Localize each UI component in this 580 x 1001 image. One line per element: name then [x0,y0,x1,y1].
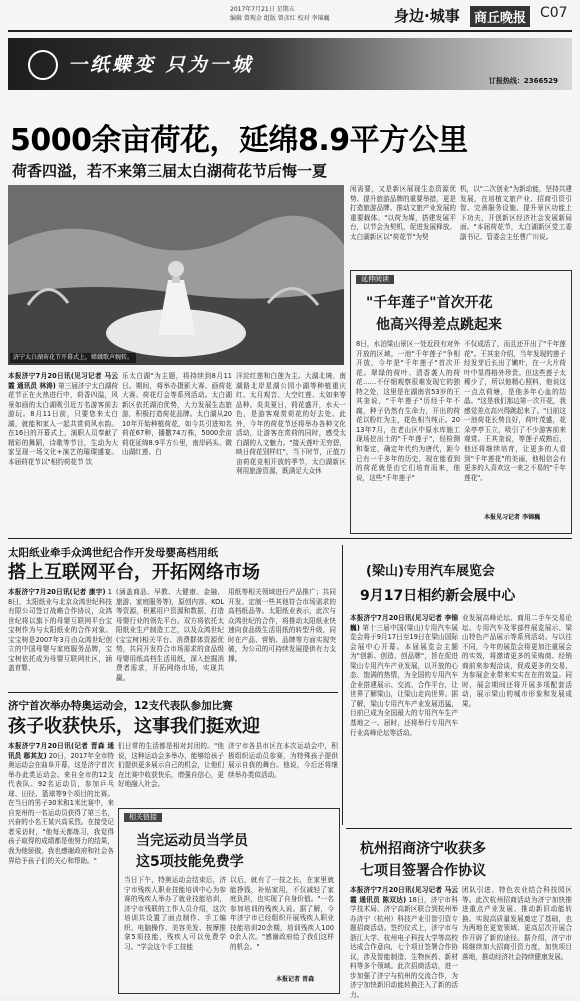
editors-line: 编辑 曾现金 组版 曾彦红 校对 李锦巍 [230,15,330,22]
side-title-2: 他高兴得差点跳起来 [376,317,502,333]
story2-col1-text: 18日，太阳纸业与北京众鸿世纪科技有限公司签订战略合作协议，众鸿世纪将以旗下的母婴互联网平台宝宝树作为与太阳纸业的合作对象。宝宝树是2007年3月由众鸿世纪创立的中国母婴与家庭服务品牌，宝宝树依托成为母婴互联网社区，涵盖育婴、 [8,588,112,673]
section-rule-1 [8,538,572,539]
lead-subhead: 荷香四溢，若不来第三届太白湖荷花节后悔一夏 [12,162,328,180]
story3-byline: 本报济宁7月20日讯(见习记者 李锦巍) [350,614,458,632]
story3-headline: 9月17日相约新会展中心 [360,588,516,604]
banner-emblem-icon [28,50,58,80]
story2-kicker: 太阳纸业牵手众鸿世纪合作开发母婴高档用纸 [8,547,218,559]
lead-column-3: 洋淀红莲和白莲为主。大湖北境、南湖路北岸星湖公园小湖等种植重庆红、太月观音、大空红莲、太如来等品种。炎炎夏日，荷花盛开，水天一色，是游客观赏荷花的好去处。此外，今年的荷花节还将举办各种文化活动，让游客在赏荷的同时，感受太白湖的人文魅力。"接天莲叶无穷碧，映日荷花别样红"，当下时节，正值万亩荷花竞相开放的季节，太白湖新区利用旅游资源，既满足大众休 [236,372,346,476]
story2-byline: 本报济宁7月20日讯(记者 康宇) [8,588,106,596]
story5-col1-text: 18日，济宁市科学技术局、济宁高新区联合到杭州举办济宁（杭州）科技产业引智引资专题招商活动。签约仪式上，济宁市与浙江大学、杭州电子科技大学等高校达成合作意向，七个项目签署合作协议，涉及智能制造、生物医药、新材料等多个领域。此次招商活动，进一步加强了济宁与杭州的交流合作，为济宁加快新旧动能转换注入了新的活力。 [350,895,458,1000]
lead-column-5: 机，以"二次创业"为新动能，坚持共建发展，在培植文旅产业、招商引资引智、完善服务设施、提升景区功能上下功夫，开创新区经济社会发展新局面。"本届荷花节，太白湖新区党工委副书记、管委会主任曹广川说。 [460,185,572,241]
paper-logo: 商丘晚报 [470,6,530,27]
side-column-2: 不仅成活了，而且还开出了"千年莲花"。王其奎介绍，当年发现的莲子经发芽后长出了嫩叶，在一大片荷叶中显得格外珍贵。但这些莲子太稀少了，所以他精心照料，他说这一点点荷塘，是他多年心血的结晶。"这是我们那边第一次开花，我感觉差点高兴得跳起来了。"目前这一池荷花长势良好，荷叶茂盛，花朵亭亭玉立，吸引了不少游客前来观赏。王其奎说，等莲子成熟后，他还将继续培育，让更多的人看到"千年莲花"的美丽，他相信会有更多的人喜欢这一来之不易的"千年莲花"。 [464,340,566,482]
page-number: C07 [540,5,568,21]
story3-kicker: (梁山)专用汽车展览会 [366,564,495,579]
story4-kicker: 济宁首次举办特奥运动会，12支代表队参加比赛 [8,700,233,712]
story4-headline: 孩子收获快乐，这事我们挺欢迎 [8,716,260,737]
story5-headline-1: 杭州招商济宁收获多 [360,841,486,857]
related-title-2: 这5项技能免费学 [136,854,244,870]
story5-column-2: 团队引进、特色农业结合科技园区等。此次杭州招商活动为济宁加快推进重点产业发展、推动新旧动能转换、实现高质量发展奠定了基础，也为两地在更宽领域、更高层次开展合作开辟了新的途径。据介绍，济宁市将继续加大招商引资力度，加快项目落地，推动经济社会持续健康发展。 [462,886,572,961]
banner [8,38,572,90]
banner-slogan: 一纸蝶变 只为一城 [68,54,254,76]
lead-photo [8,185,344,365]
section-title: 身边·城事 [394,7,460,25]
lead-col1-text: 第三届济宁太白湖荷花节正在火热进行中，荷香四溢，风景如画的太白湖吸引近万名游客前去游玩。8月11日前，只要您来太白湖，就能和家人一起共赏荷风水韵。在16日的开幕式上，演职人员奉献了精彩的舞蹈，诗歌等节目，生动为大家呈现一场文化+演艺的璀璨盛宴。本届荷花节以"相约荷花节 饮 [8,381,119,466]
related-title-1: 当完运动员当学员 [136,833,248,849]
story5-byline: 本报济宁7月20日讯(见习记者 马云霞 通讯员 陈双达) [350,886,458,904]
story2-column-2: (涵盖商品、早教、大健康、金融、旅游、家庭服务等)，原创内容、KOL等资源，积累用户资源和数据，打造母婴行业的领先平台。双方将依托太阳纸业生产制造工艺，以及众鸿世纪(宝宝树)相关平台、消费群体资源优势，共同开发符合市场需求的食品级母婴用纸高档生活用纸，深入挖掘消费者需求，开拓网络市场，实现共赢。 [116,588,224,682]
date-line: 2017年7月21日 星期五 [230,6,295,13]
related-byline: 本报记者 晋森 [276,976,315,983]
lead-byline: 本报济宁7月20日讯(见习记者 马云霞 通讯员 林涛) [8,372,118,390]
section-rule-2 [8,692,338,693]
section-rule-3 [346,828,572,829]
story3-column-2: 业发展高峰论坛、商用二手车交易论坛、专用汽车及零部件展览展示、梁山特色产品展示等系列活动。与以往不同，今年的展览会将更加注重展会的实效，将邀请更多的采购商、经销商前来参观洽谈，促成更多的交易，为参展企业带来实实在在的效益。同时，展会期间还将开展多项配套活动，展示梁山的城市形象和发展成果。 [462,614,572,708]
related-column-1: 当日下午，特奥运动会结束后，济宁市残疾人职业技能培训中心为参赛的残疾人举办了就业技能培训，济宁市残联的工作人员介绍，这次培训共设置了面点制作、手工编织、电脑操作、美容美发、按摩推拿5项技能，残疾人可以免费学习。"学会这个手工技能 [124,876,226,951]
lead-column-2: 乐太白湖"为主题，将持续到8月11日。期间，将举办摄影大赛、画荷花大赛、荷花灯会等系列活动。太白湖新区依托湖泊优势，大力发展生态旅游，积极打造荷花品牌。太白湖从2010年开始种植荷花，如今共引进知名荷花67种，播撒74万株，5000余亩荷花延绵8.9平方公里，南岸码头、微山湖红莲、白 [122,372,232,457]
lead-column-1 [8,372,118,532]
story5-column-1 [350,886,458,1000]
story4-column-2: 们日常的生活都是相对封闭的。"他说，这种运动会多举办，能够给孩子们提供更多展示自己的机会，让他们在比赛中收获快乐，增强自信心，更好地融入社会。 [118,742,224,789]
lead-headline: 5000余亩荷花，延绵8.9平方公里 [10,123,468,158]
story2-headline: 搭上互联网平台，开拓网络市场 [8,562,260,583]
side-title-1: "千年莲子"首次开花 [366,295,493,311]
column-divider [342,545,343,825]
story3-column-1 [350,614,458,824]
story4-col1-text: 20日，2017年全市特奥运动会在曲阜开幕，这是济宁首次举办此类运动会。来自全市的12支代表队、92名运动员，参加乒乓球、田径、篮球等9个项目的比赛。在当日的男子30米和1米比赛中，来自兖州的一名运动员获得了第三名，兴奋的小名王某兴高采烈。在接受记者采访时，"他每天都练习，我觉得孩子取得的成绩都是他努力的结果，我为他骄傲，我也感谢政府和社会各界给予孩子们的关心和帮助。" [8,751,114,865]
story2-column-3: 用纸等相关领域进行产品推广；共同开发、定制一些其他符合市场需求的高档纸品等。太阳纸业表示，此次与众鸿世纪的合作，将推动太阳纸业快速向食品级生活用纸的转型升级，同时在产品、营销、品牌等方面实现突破，为公司的可持续发展提供有力支撑。 [228,588,336,663]
side-tag: 延伸阅读 [356,275,394,284]
story5-headline-2: 七项目签署合作协议 [360,863,486,879]
story4-byline: 本报济宁7月20日讯(记者 晋森 通讯员 郗其友) [8,742,114,760]
related-column-2: 以后，就有了一技之长，在家里就能挣钱，补贴家用，不仅减轻了家庭负担，也实现了自身价值。"一名参加培训的残疾人说。据了解，今年济宁市已经组织开展残疾人职业技能培训20余期，培训残疾人1000余人次。"感谢政府给了我们这样的机会。" [230,876,334,951]
side-column-1: 8日，水泊梁山景区一处近段有对外开放的区域，一池"千年莲子"争相开放，今年是"千年莲子"首次开花。翠绿的荷叶、清香袭人的荷花……不仔细观察很难发现它的独特之处，这里是在湖南省53岁的王其奎说，"千年莲子"历经千年不腐，种子仍然有生命力，开出的荷花以粉红为主，花色相当纯正。2013年7月，在老山区中原水库施工现场挖出土的"千年莲子"，经检测和鉴定，确定年代约为唐代，距今已有一千多年的历史，现在能看到的荷花就是由它们培育而来，他说，这些"千年莲子" [356,340,460,482]
story4-column-1 [8,742,114,992]
side-byline: 本报见习记者 李锦巍 [484,514,541,521]
subscription-hotline: 订报热线：2366529 [488,77,558,85]
story3-col1-text: 第十三届中国(梁山)专用汽车展览会将于9月17日至19日在梁山国际会展中心开幕。本届展览会主题为"创新、创造、创品牌"，旨在促进梁山专用汽车产业发展，以开放的心态、饱满的热情，为全国的专用汽车企业搭建展示、交流、合作平台，让世界了解梁山，让梁山走向世界。据了解，梁山专用汽车产业发展迅猛，目前已成为全国最大的专用汽车生产基地之一。届时，还将举行专用汽车行业高峰论坛等活动。 [350,623,458,737]
lead-column-4: 闲需要，又是新区展现生态资源优势、提升旅游品牌的重要举措，更是打造旅游品牌、推动文旅产业发展的重要载体。"以荷为媒，搭建发展平台，以节会为契机，促进发展释放。太白湖新区以"荷花节"为契 [350,185,456,241]
related-tag: 相关链接 [124,813,162,822]
story2-column-1 [8,588,112,688]
lead-photo-caption: 济宁太白湖荷花节开幕式上，嫦娥歌声婉转。 [10,353,136,363]
story4-column-3: 济宁市各县市区在本次运动会中，积极组织运动员参赛，为特殊孩子提供展示自我的舞台。他说，今后还将继续举办类似活动。 [228,742,338,779]
masthead-rule [8,30,572,32]
